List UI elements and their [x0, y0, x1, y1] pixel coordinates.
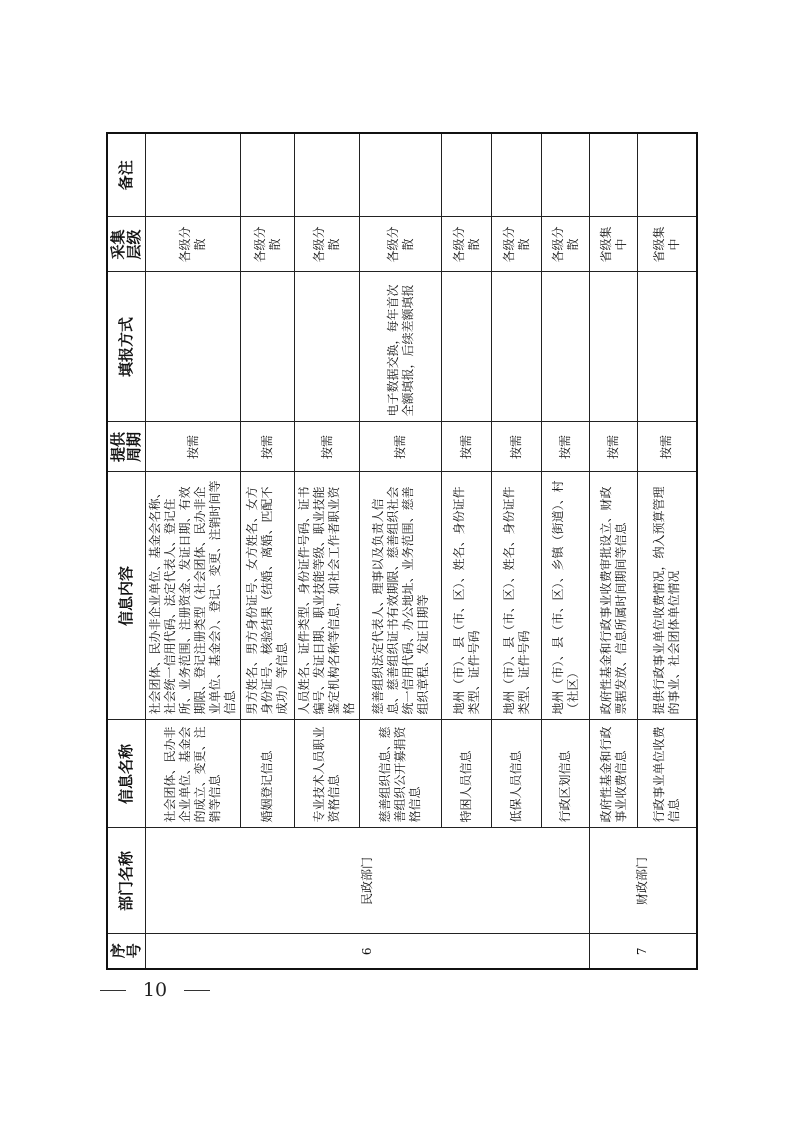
- method-cell: [146, 272, 241, 422]
- period-cell: 按需: [590, 422, 638, 472]
- method-cell: [590, 272, 638, 422]
- info-name-cell: 特困人员信息: [442, 720, 492, 828]
- method-cell: [295, 272, 360, 422]
- method-cell: [442, 272, 492, 422]
- seq-cell: 7: [590, 934, 697, 969]
- seq-cell: 6: [146, 934, 590, 969]
- info-catalog-table: [106, 132, 698, 970]
- info-name-cell: 专业技术人员职业资格信息: [295, 720, 360, 828]
- remark-cell: [442, 133, 492, 217]
- period-cell: 按需: [638, 422, 697, 472]
- info-content-cell: 政府性基金和行政事业收费审批设立、财政票据发放、信息所属时间期间等信息: [590, 472, 638, 720]
- info-content-cell: 慈善组织法定代表人、理事以及负责人信息、慈善组织证书有效期限、慈善组织社会统一信用代码、办公地址、业务范围、慈善组织章程、发证日期等: [360, 472, 442, 720]
- info-content-cell: 人员姓名、证件类型、身份证件号码、证书编号、发证日期、职业技能等级、职业技能鉴定机构名称等信息，如社会工作者职业资格: [295, 472, 360, 720]
- info-content-cell: 地州（市）、县（市、区）、姓名、身份证件类型、证件号码: [442, 472, 492, 720]
- info-name-cell: 政府性基金和行政事业收费信息: [590, 720, 638, 828]
- level-cell: 各级分散: [146, 217, 241, 272]
- info-name-cell: 慈善组织信息、慈善组织公开募捐资格信息: [360, 720, 442, 828]
- info-content-cell: 男方姓名、男方身份证号、女方姓名、女方身份证号、核验结果（结婚、离婚、匹配不成功）等信息: [241, 472, 295, 720]
- level-cell: 各级分散: [241, 217, 295, 272]
- header-dept: 部门名称: [107, 828, 146, 934]
- rotated-table-container: [106, 134, 679, 970]
- method-cell: [542, 272, 590, 422]
- period-cell: 按需: [492, 422, 542, 472]
- remark-cell: [542, 133, 590, 217]
- dept-cell: 财政部门: [590, 828, 697, 934]
- remark-cell: [638, 133, 697, 217]
- period-cell: 按需: [146, 422, 241, 472]
- header-period: 提供周期: [107, 422, 146, 472]
- info-name-cell: 行政区划信息: [542, 720, 590, 828]
- level-cell: 省级集中: [638, 217, 697, 272]
- header-remark: 备注: [107, 133, 146, 217]
- remark-cell: [146, 133, 241, 217]
- level-cell: 省级集中: [590, 217, 638, 272]
- dept-cell: 民政部门: [146, 828, 590, 934]
- level-cell: 各级分散: [542, 217, 590, 272]
- header-info-name: 信息名称: [107, 720, 146, 828]
- remark-cell: [590, 133, 638, 217]
- period-cell: 按需: [241, 422, 295, 472]
- info-content-cell: 地州（市）、县（市、区）、乡镇（街道）、村（社区）: [542, 472, 590, 720]
- method-cell: [241, 272, 295, 422]
- level-cell: 各级分散: [492, 217, 542, 272]
- page-number: [100, 979, 210, 1001]
- method-cell: [638, 272, 697, 422]
- level-cell: 各级分散: [295, 217, 360, 272]
- period-cell: 按需: [542, 422, 590, 472]
- remark-cell: [492, 133, 542, 217]
- method-cell: 电子数据交换，每年首次全额填报，后续差额填报: [360, 272, 442, 422]
- header-info-content: 信息内容: [107, 472, 146, 720]
- period-cell: 按需: [295, 422, 360, 472]
- period-cell: 按需: [442, 422, 492, 472]
- remark-cell: [295, 133, 360, 217]
- info-name-cell: 低保人员信息: [492, 720, 542, 828]
- remark-cell: [241, 133, 295, 217]
- table-row: [146, 133, 241, 969]
- level-cell: 各级分散: [360, 217, 442, 272]
- header-method: 填报方式: [107, 272, 146, 422]
- remark-cell: [360, 133, 442, 217]
- level-cell: 各级分散: [442, 217, 492, 272]
- page-number-dash-right: [184, 990, 210, 991]
- info-content-cell: 提供行政事业单位收费情况，纳入预算管理的事业、社会团体单位情况: [638, 472, 697, 720]
- info-content-cell: 社会团体、民办非企业单位、基金会名称、社会统一信用代码、法定代表人、登记住所、业务范围、注册资金、发证日期、有效期限、登记注册类型（社会团体、民办非企业单位、基金会）、登记、变更、注销时间等信息: [146, 472, 241, 720]
- table-header-row: [107, 133, 146, 969]
- info-name-cell: 婚姻登记信息: [241, 720, 295, 828]
- page-number-dash-left: [100, 990, 126, 991]
- header-level: 采集层级: [107, 217, 146, 272]
- info-name-cell: 行政事业单位收费信息: [638, 720, 697, 828]
- info-name-cell: 社会团体、民办非企业单位、基金会的成立、变更、注销等信息: [146, 720, 241, 828]
- table-row: [590, 133, 638, 969]
- method-cell: [492, 272, 542, 422]
- page-number-text: 10: [142, 979, 168, 1001]
- info-content-cell: 地州（市）、县（市、区）、姓名、身份证件类型、证件号码: [492, 472, 542, 720]
- period-cell: 按需: [360, 422, 442, 472]
- header-seq: 序号: [107, 934, 146, 969]
